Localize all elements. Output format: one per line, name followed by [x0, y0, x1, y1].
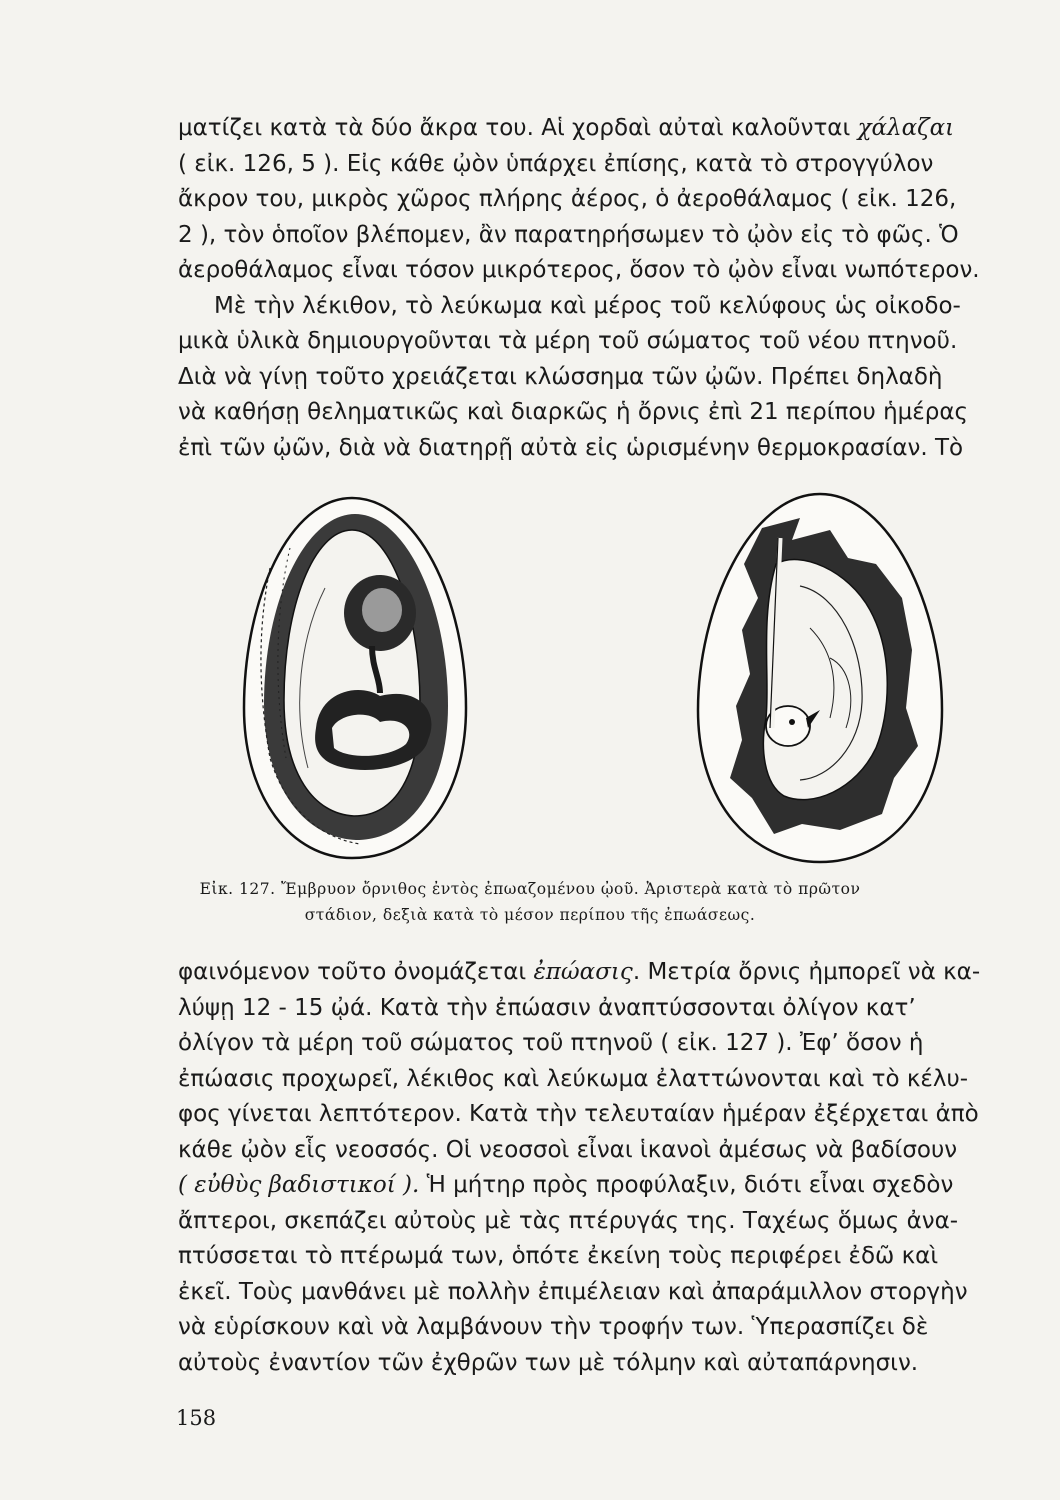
text-line: ἐκεῖ. Τοὺς μανθάνει μὲ πολλὴν ἐπιμέλειαν καὶ ἀπαράμιλλον στοργὴν	[178, 1278, 968, 1305]
left-egg-drawing	[244, 498, 466, 858]
text-line: ἐπὶ τῶν ᾠῶν, διὰ νὰ διατηρῇ αὐτὰ εἰς ὡρισμένην θερμοκρασίαν. Τὸ	[178, 434, 964, 461]
italic-term: ( εὐθὺς βαδιστικοί ).	[178, 1172, 427, 1198]
text-line: ἀεροθάλαμος εἶναι τόσον μικρότερος, ὅσον τὸ ᾠὸν εἶναι νωπότερον.	[178, 257, 980, 283]
page-number: 158	[176, 1406, 217, 1430]
text-line: ἄπτεροι, σκεπάζει αὐτοὺς μὲ τὰς πτέρυγάς της. Ταχέως ὅμως ἀνα-	[178, 1207, 959, 1234]
italic-term: χάλαζαι	[857, 115, 955, 141]
text-line: φαινόμενον τοῦτο ὀνομάζεται ἐπώασις. Μετρία ὄρνις ἠμπορεῖ νὰ κα-	[178, 959, 981, 985]
text-line: νὰ εὑρίσκουν καὶ νὰ λαμβάνουν τὴν τροφήν των. Ὑπερασπίζει δὲ	[178, 1314, 929, 1340]
text-line: λύψῃ 12 - 15 ᾠά. Κατὰ τὴν ἐπώασιν ἀναπτύσσονται ὀλίγον κατ’	[178, 994, 916, 1021]
right-egg-drawing	[698, 494, 942, 862]
text-line: ἐπώασις προχωρεῖ, λέκιθος καὶ λεύκωμα ἐλαττώνονται καὶ τὸ κέλυ-	[178, 1065, 969, 1092]
text-line: μικὰ ὑλικὰ δημιουργοῦνται τὰ μέρη τοῦ σώματος τοῦ νέου πτηνοῦ.	[178, 328, 958, 354]
text-line: ( εὐθὺς βαδιστικοί ). Ἡ μήτηρ πρὸς προφύλαξιν, διότι εἶναι σχεδὸν	[178, 1172, 954, 1198]
text-line: φος γίνεται λεπτότερον. Κατὰ τὴν τελευταίαν ἡμέραν ἐξέρχεται ἀπὸ	[178, 1101, 979, 1127]
text-line: κάθε ᾠὸν εἷς νεοσσός. Οἱ νεοσσοὶ εἶναι ἱκανοὶ ἀμέσως νὰ βαδίσουν	[178, 1136, 958, 1163]
text-line: Μὲ τὴν λέκιθον, τὸ λεύκωμα καὶ μέρος τοῦ κελύφους ὡς οἰκοδο-	[214, 292, 961, 319]
text-line: ματίζει κατὰ τὰ δύο ἄκρα του. Αἱ χορδαὶ αὐταὶ καλοῦνται χάλαζαι	[178, 115, 955, 141]
text-line: νὰ καθήσῃ θεληματικῶς καὶ διαρκῶς ἡ ὄρνις ἐπὶ 21 περίπου ἡμέρας	[178, 399, 968, 425]
text-line: Διὰ νὰ γίνῃ τοῦτο χρειάζεται κλώσσημα τῶν ᾠῶν. Πρέπει δηλαδὴ	[178, 363, 943, 390]
text-line: 2 ), τὸν ὁποῖον βλέπομεν, ἂν παρατηρήσωμεν τὸ ᾠὸν εἰς τὸ φῶς. Ὁ	[178, 221, 959, 248]
caption-line: στάδιον, δεξιὰ κατὰ τὸ μέσον περίπου τῆς ἐπωάσεως.	[304, 906, 756, 924]
text-line: αὐτοὺς ἐναντίον τῶν ἐχθρῶν των μὲ τόλμην καὶ αὐταπάρνησιν.	[178, 1349, 919, 1376]
caption-line: Εἰκ. 127. Ἔμβρυον ὄρνιθος ἐντὸς ἐπωαζομένου ᾠοῦ. Ἀριστερὰ κατὰ τὸ πρῶτον	[199, 880, 861, 898]
italic-term: ἐπώασις	[533, 959, 633, 985]
text-line: ἄκρον του, μικρὸς χῶρος πλήρης ἀέρος, ὁ ἀεροθάλαμος ( εἰκ. 126,	[178, 186, 957, 212]
egg-embryo-illustration	[230, 478, 970, 868]
text-line: ( εἰκ. 126, 5 ). Εἰς κάθε ᾠὸν ὑπάρχει ἐπίσης, κατὰ τὸ στρογγύλον	[178, 150, 934, 177]
text-line: πτύσσεται τὸ πτέρωμά των, ὁπότε ἐκείνη τοὺς περιφέρει ἐδῶ καὶ	[178, 1243, 939, 1269]
paragraph-bottom	[178, 955, 981, 1381]
text-line: ὀλίγον τὰ μέρη τοῦ σώματος τοῦ πτηνοῦ ( εἰκ. 127 ). Ἐφ’ ὅσον ἡ	[178, 1030, 924, 1056]
figure-caption	[160, 876, 900, 928]
paragraph-top	[178, 111, 980, 466]
